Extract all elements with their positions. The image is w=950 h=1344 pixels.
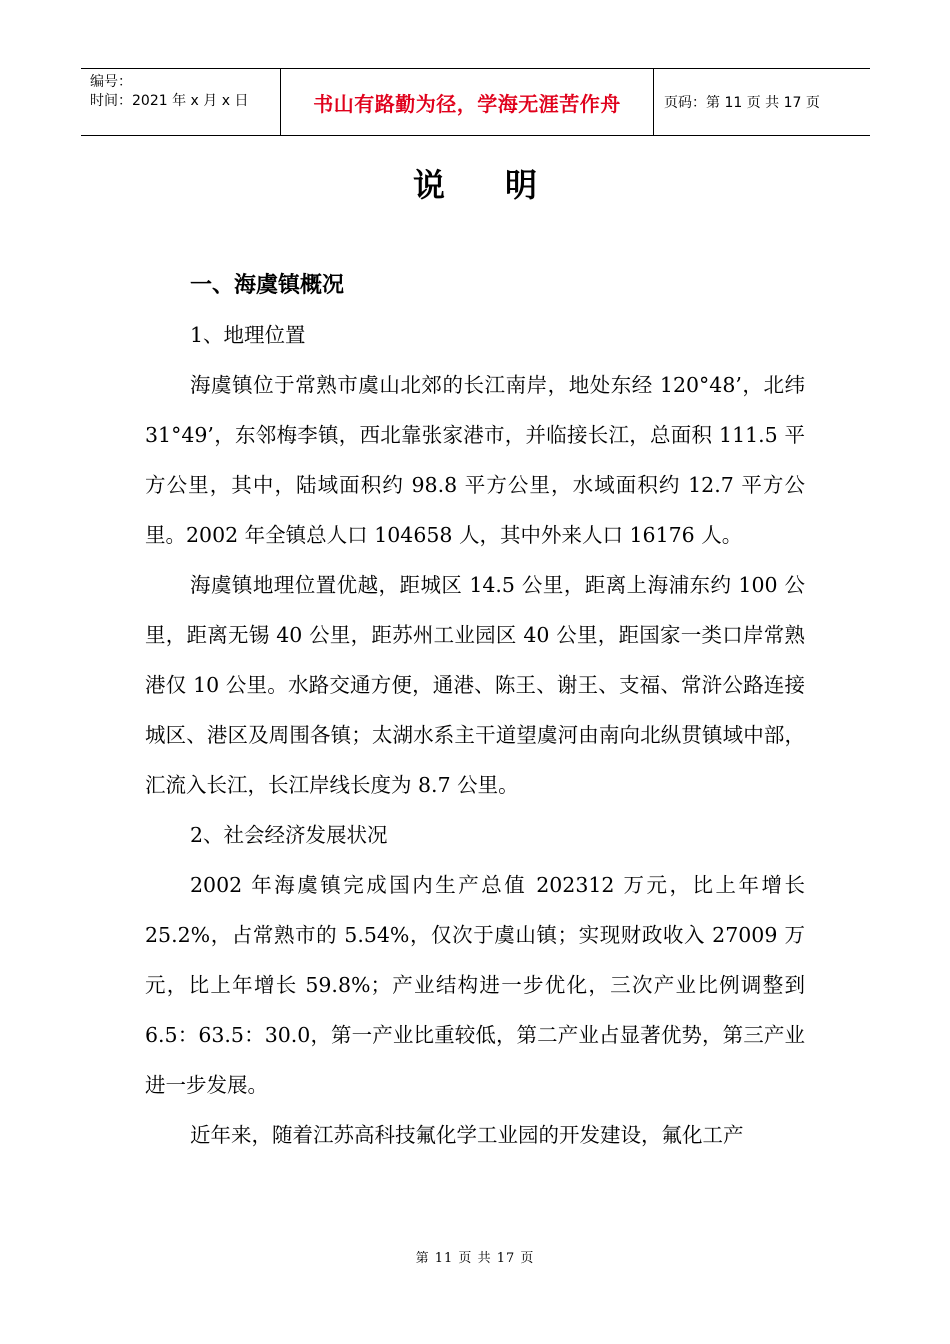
header-meta bbox=[81, 69, 281, 135]
subheading-location: 1、地理位置 bbox=[190, 323, 306, 347]
document-title: 说明 bbox=[412, 166, 597, 204]
header-motto: 书山有路勤为径，学海无涯苦作舟 bbox=[281, 69, 654, 135]
paragraph: 海虞镇地理位置优越，距城区 14.5 公里，距离上海浦东约 100 公里，距离无锡 40 公里，距苏州工业园区 40 公里，距国家一类口岸常熟港仅 10 公里。水路交通方便，通港、陈王、谢王、支福、常浒公路连接城区、港区及周围各镇；太湖水系主干道望虞河由南向北纵贯镇域中部，汇流入长江，长江岸线长度为 8.7 公里。 bbox=[145, 573, 805, 797]
paragraph: 近年来，随着江苏高科技氟化学工业园的开发建设，氟化工产 bbox=[190, 1123, 744, 1147]
paragraph: 2002 年海虞镇完成国内生产总值 202312 万元，比上年增长 25.2%，占常熟市的 5.54%，仅次于虞山镇；实现财政收入 27009 万元，比上年增长 59.8%；产业结构进一步优化，三次产业比例调整到 6.5：63.5：30.0，第一产业比重较低，第二产业占显著优势，第三产业进一步发展。 bbox=[145, 873, 805, 1097]
page-header bbox=[81, 68, 870, 136]
subheading-economy: 2、社会经济发展状况 bbox=[190, 823, 388, 847]
body-text bbox=[145, 310, 805, 1160]
header-page-info: 页码：第 11 页 共 17 页 bbox=[664, 95, 820, 111]
section-heading: 一、海虞镇概况 bbox=[190, 273, 345, 298]
document-number: 编号： bbox=[90, 74, 132, 90]
page-footer: 第 11 页 共 17 页 bbox=[415, 1251, 535, 1266]
document-date: 时间：2021 年 x 月 x 日 bbox=[90, 93, 249, 109]
paragraph: 海虞镇位于常熟市虞山北郊的长江南岸，地处东经 120°48’，北纬 31°49’，东邻梅李镇，西北靠张家港市，并临接长江，总面积 111.5 平方公里，其中，陆域面积约 98.8 平方公里，水域面积约 12.7 平方公里。2002 年全镇总人口 104658 人，其中外来人口 16176 人。 bbox=[145, 373, 805, 547]
